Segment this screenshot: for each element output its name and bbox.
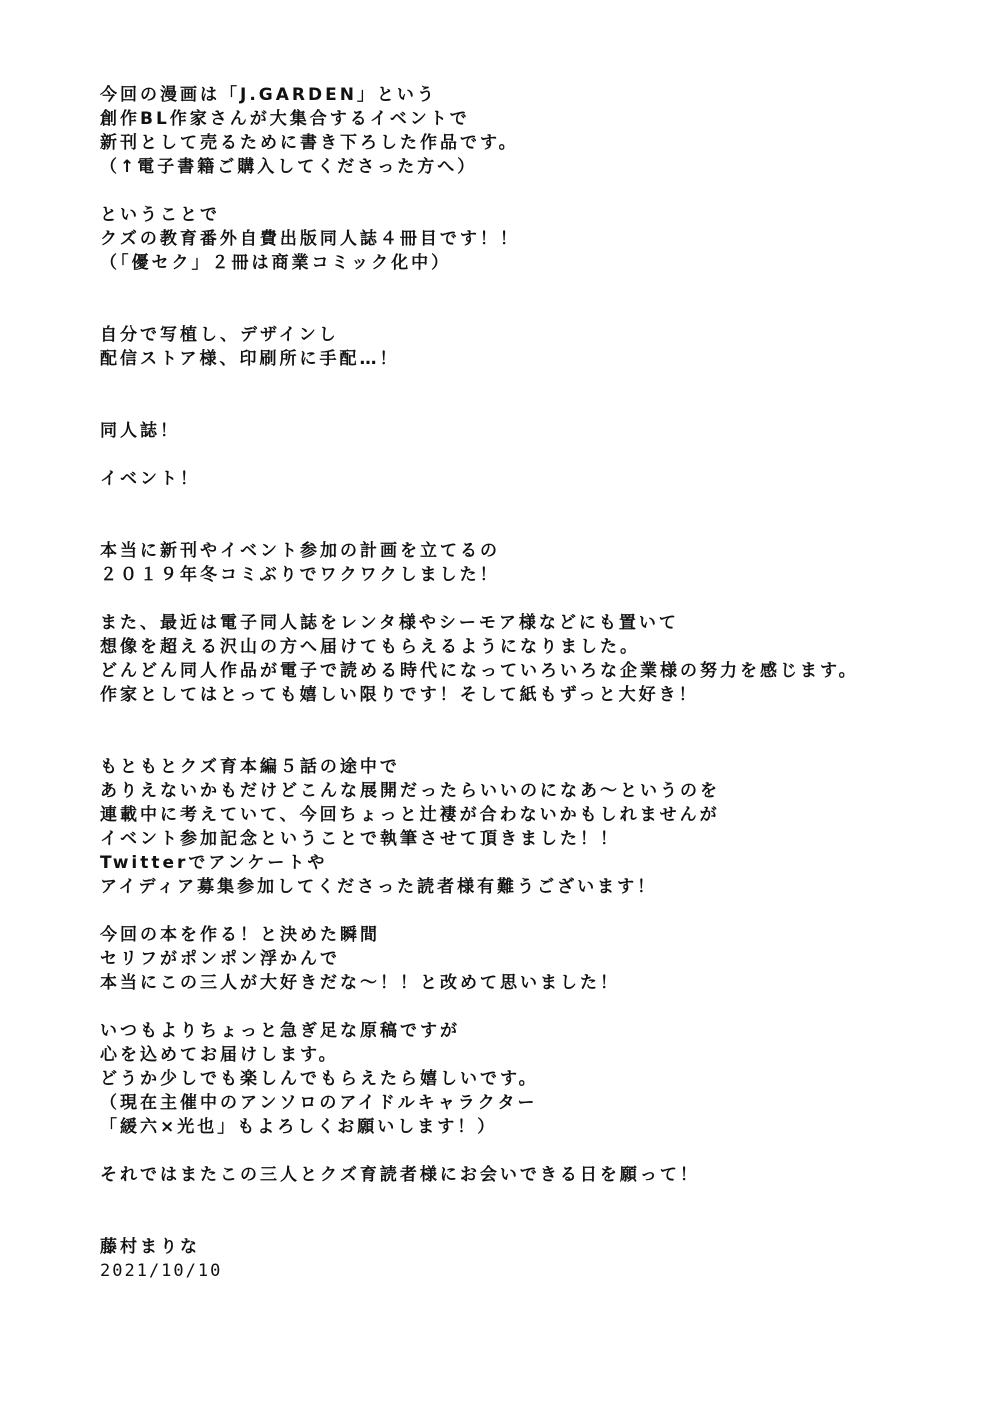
text-line: どうか少しでも楽しんでもらえたら嬉しいです。	[100, 1069, 539, 1089]
afterword-text	[100, 83, 960, 1283]
text-line: 本当にこの三人が大好きだな〜！！と改めて思いました！	[100, 973, 620, 993]
text-line: ということで	[100, 205, 220, 225]
text-line: 同人誌！	[100, 421, 180, 441]
text-line: 本当に新刊やイベント参加の計画を立てるの	[100, 541, 500, 561]
text-line: どんどん同人作品が電子で読める時代になっていろいろな企業様の努力を感じます。	[100, 661, 859, 681]
signature-date: 2021/10/10	[100, 1261, 223, 1281]
text-line: アイディア募集参加してくださった読者様有難うございます！	[100, 877, 658, 897]
text-line: ２０１９年冬コミぶりでワクワクしました！	[100, 565, 500, 585]
text-line: ありえないかもだけどこんな展開だったらいいのになあ〜というのを	[100, 781, 720, 801]
text-line: （現在主催中のアンソロのアイドルキャラクター	[100, 1093, 538, 1113]
text-line: イベント！	[100, 469, 200, 489]
text-line: それではまたこの三人とクズ育読者様にお会いできる日を願って！	[100, 1165, 700, 1185]
text-line: 新刊として売るために書き下ろした作品です。	[100, 133, 519, 153]
text-line: もともとクズ育本編５話の途中で	[100, 757, 400, 777]
text-line: いつもよりちょっと急ぎ足な原稿ですが	[100, 1021, 460, 1041]
text-line: 創作BL作家さんが大集合するイベントで	[100, 109, 470, 129]
text-line: また、最近は電子同人誌をレンタ様やシーモア様などにも置いて	[100, 613, 679, 633]
text-line: イベント参加記念ということで執筆させて頂きました！！	[100, 829, 620, 849]
text-line: 「緩六×光也」もよろしくお願いします！）	[100, 1117, 498, 1137]
text-line: セリフがポンポン浮かんで	[100, 949, 340, 969]
text-line: （「優セク」２冊は商業コミック化中）	[100, 253, 452, 273]
text-line: 配信ストア様、印刷所に手配…！	[100, 349, 400, 369]
text-line: 想像を超える沢山の方へ届けてもらえるようになりました。	[100, 637, 640, 657]
text-line: 今回の漫画は「J.GARDEN」という	[100, 85, 437, 105]
text-line: （↑電子書籍ご購入してくださった方へ）	[100, 157, 478, 177]
text-line: 連載中に考えていて、今回ちょっと辻褄が合わないかもしれませんが	[100, 805, 720, 825]
text-line: Twitterでアンケートや	[100, 853, 328, 873]
text-line: 自分で写植し、デザインし	[100, 325, 339, 345]
author-name: 藤村まりな	[100, 1237, 200, 1257]
text-line: 作家としてはとっても嬉しい限りです！そして紙もずっと大好き！	[100, 685, 699, 705]
text-line: 今回の本を作る！と決めた瞬間	[100, 925, 380, 945]
text-line: 心を込めてお届けします。	[100, 1045, 339, 1065]
text-line: クズの教育番外自費出版同人誌４冊目です！！	[100, 229, 520, 249]
